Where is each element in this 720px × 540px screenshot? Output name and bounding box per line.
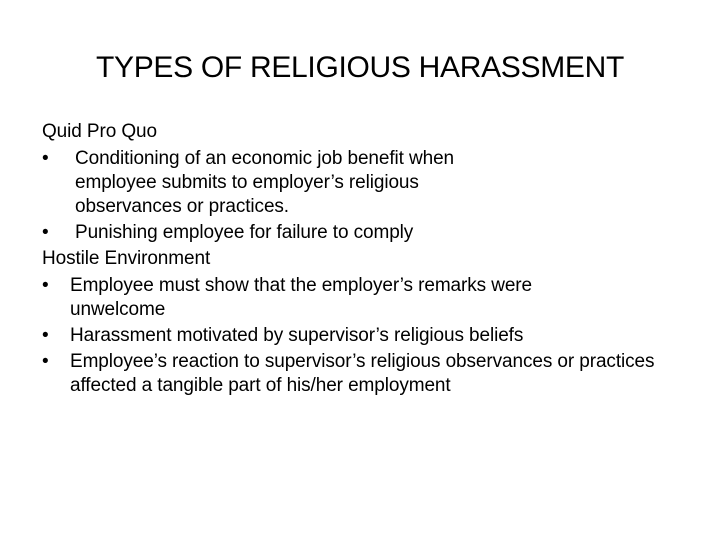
bullet-text: Punishing employee for failure to comply [75, 222, 414, 243]
section-heading-quid-pro-quo: Quid Pro Quo [42, 121, 157, 142]
bullet-item [42, 350, 692, 398]
bullet-glyph: • [42, 351, 49, 372]
bullet-text: Employee’s reaction to supervisor’s religious observances or practices affected a tangible part of his/her employment [70, 351, 655, 396]
bullet-item [42, 324, 702, 348]
bullet-text: Harassment motivated by supervisor’s religious beliefs [70, 325, 524, 346]
bullet-item [42, 274, 632, 322]
bullet-glyph: • [42, 275, 49, 296]
bullet-text: Conditioning of an economic job benefit when employee submits to employer’s religious observances or practices. [75, 148, 455, 217]
bullet-glyph: • [42, 148, 49, 169]
section-heading-hostile-environment: Hostile Environment [42, 248, 211, 269]
bullet-text: Employee must show that the employer’s remarks were unwelcome [70, 275, 532, 320]
bullet-glyph: • [42, 222, 49, 243]
bullet-glyph: • [42, 325, 49, 346]
slide-body [42, 120, 702, 400]
slide-title: TYPES OF RELIGIOUS HARASSMENT [95, 51, 625, 84]
bullet-item [42, 147, 462, 219]
bullet-item [42, 221, 702, 245]
